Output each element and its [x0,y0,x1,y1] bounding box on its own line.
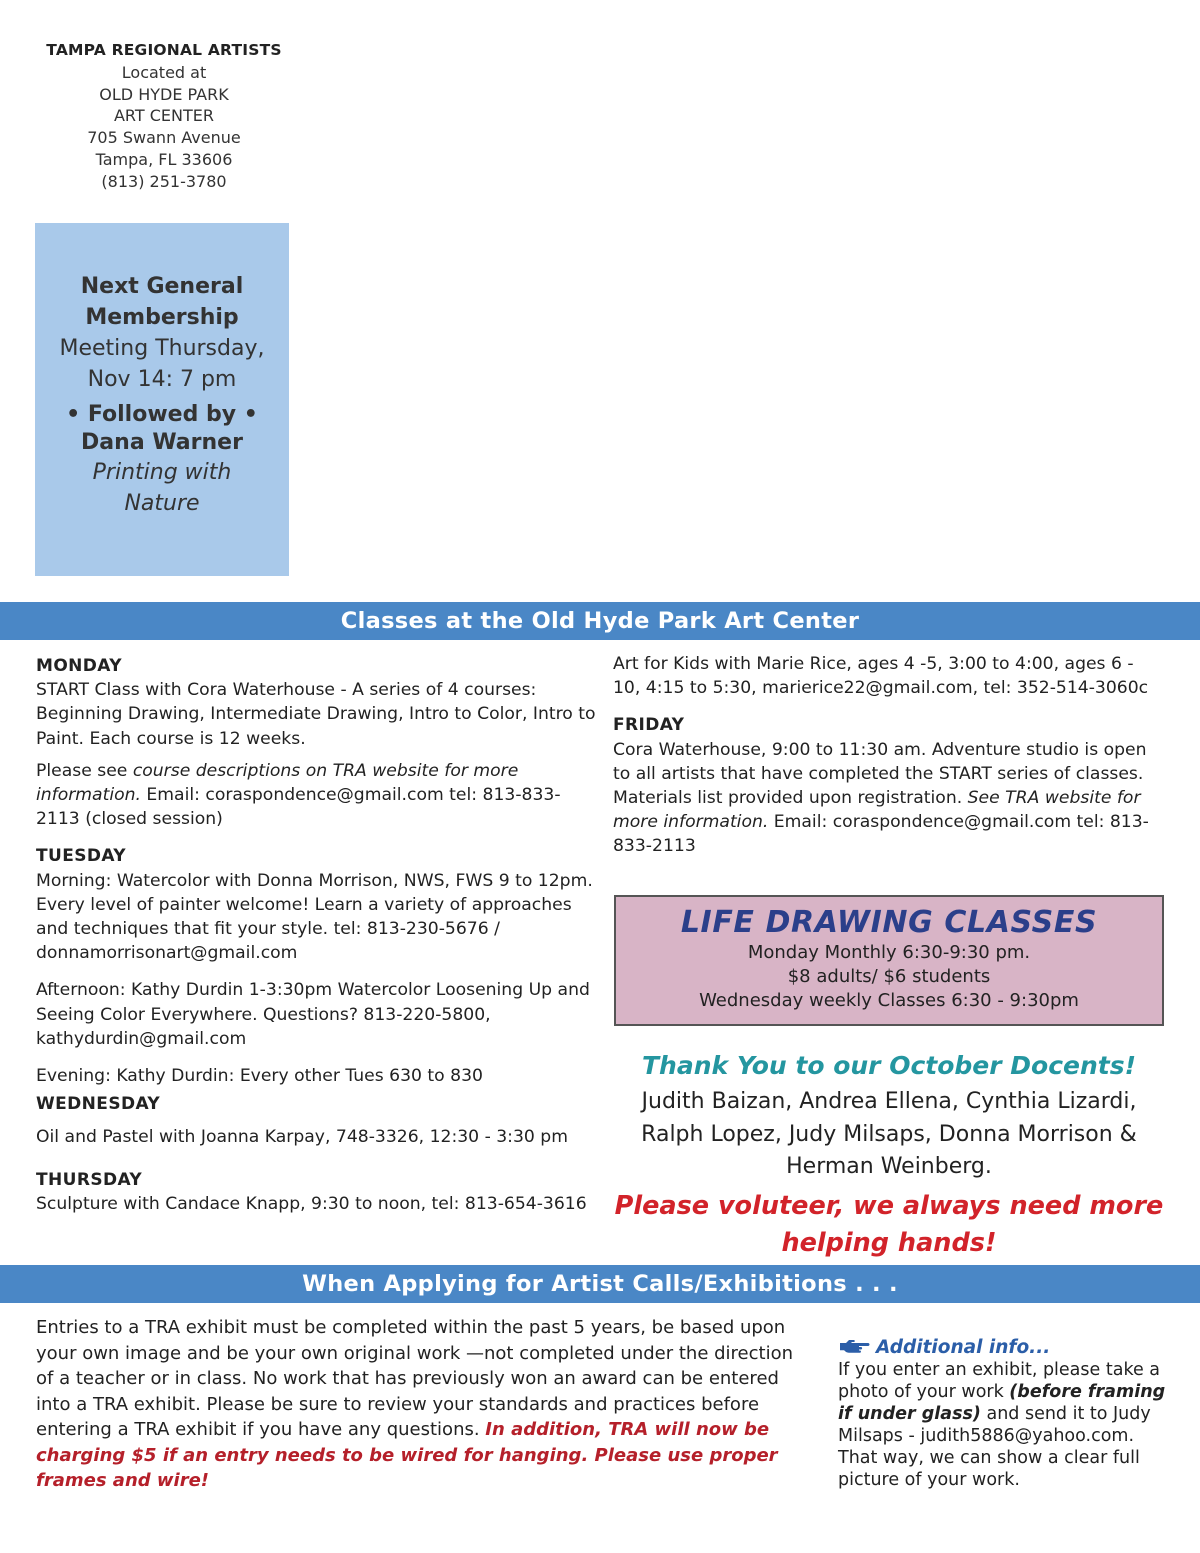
monday-see-website: course descriptions on TRA website for more information. [36,760,519,806]
classes-section-header: Classes at the Old Hyde Park Art Center [0,602,1200,640]
monday-more-info [36,759,596,832]
kids-class: Art for Kids with Marie Rice, ages 4 -5, 3:00 to 4:00, ages 6 - 10, 4:15 to 5:30, marierice22@gmail.com, tel: 352-514-3060c [613,654,1149,699]
city-state-zip: Tampa, FL 33606 [95,149,233,169]
life-drawing-title: LIFE DRAWING CLASSES [680,905,1098,940]
friday-class-text: Cora Waterhouse, 9:00 to 11:30 am. Adventure studio is open to all artists that have completed the START series of classes. Materials list provided upon registration. [613,739,1147,809]
monday-see-text: Please see [36,760,133,781]
additional-info-pre: If you enter an exhibit, please take a photo of your work [838,1360,1161,1402]
additional-info-emphasis: (before framing if under glass) [838,1382,1166,1424]
friday-see-website: See TRA website for more information. [613,788,1141,833]
thursday-class: Sculpture with Candace Knapp, 9:30 to noon, tel: 813-654-3616 [36,1193,587,1214]
monday-contact: Email: coraspondence@gmail.com tel: 813-833-2113 (closed session) [36,785,561,830]
venue-line-1: OLD HYDE PARK [99,84,229,104]
meeting-line-4: Nov 14: 7 pm [87,367,237,392]
exhibit-rules-text [36,1315,806,1494]
friday-heading: FRIDAY [613,715,685,736]
docents-names: Judith Baizan, Andrea Ellena, Cynthia Lizardi, Ralph Lopez, Judy Milsaps, Donna Morrison & Herman Weinberg. [641,1089,1137,1179]
phone-number: (813) 251-3780 [101,171,227,191]
org-name: TAMPA REGIONAL ARTISTS [46,41,282,59]
artist-calls-section-header: When Applying for Artist Calls/Exhibitions . . . [0,1265,1200,1303]
life-drawing-box [614,895,1164,1026]
additional-info-post: and send it to Judy Milsaps - judith5886@yahoo.com. That way, we can show a clear full picture of your work. [838,1404,1151,1490]
meeting-announcement-box [35,223,289,576]
life-drawing-monday: Monday Monthly 6:30-9:30 pm. [747,942,1031,963]
class-schedule-right-column [613,652,1158,859]
venue-line-2: ART CENTER [113,106,214,126]
located-at-text: Located at [121,62,207,82]
speaker-name: Dana Warner [81,430,243,455]
wednesday-class: Oil and Pastel with Joanna Karpay, 748-3326, 12:30 - 3:30 pm [36,1127,568,1148]
exhibit-rules-body: Entries to a TRA exhibit must be completed within the past 5 years, be based upon your own image and be your own original work —not completed under the direction of a teacher or in class. No work that has previously won an award can be entered into a TRA exhibit. Please be sure to review your standards and practices before entering a TRA exhibit if you have any questions. [36,1317,794,1440]
class-schedule-left-column [36,654,596,1216]
tuesday-heading: TUESDAY [36,846,127,867]
additional-info-box [838,1337,1168,1491]
meeting-line-3: Meeting Thursday, [59,336,265,361]
meeting-line-2: Membership [85,305,239,330]
docents-thank-you [614,1048,1164,1262]
additional-info-heading [838,1337,1168,1359]
tuesday-evening: Evening: Kathy Durdin: Every other Tues 630 to 830 [36,1066,483,1087]
tuesday-afternoon: Afternoon: Kathy Durdin 1-3:30pm Watercolor Loosening Up and Seeing Color Everywhere. Questions? 813-220-5800, kathydurdin@gmail.com [36,980,590,1049]
friday-contact: Email: coraspondence@gmail.com tel: 813-833-2113 [613,812,1149,857]
org-address-block [30,40,298,193]
additional-info-body [838,1359,1168,1491]
life-drawing-price: $8 adults/ $6 students [787,966,991,987]
meeting-followed-by: • Followed by • [66,402,258,427]
monday-start-class: START Class with Cora Waterhouse - A series of 4 courses: Beginning Drawing, Intermediate Drawing, Intro to Color, Intro to Paint. Each course is 12 weeks. [36,680,596,749]
street-address: 705 Swann Avenue [87,128,241,148]
volunteer-appeal: Please voluteer, we always need more helping hands! [614,1190,1164,1258]
pointing-hand-icon [838,1338,872,1354]
meeting-line-1: Next General [80,274,244,299]
monday-heading: MONDAY [36,656,122,676]
tuesday-morning: Morning: Watercolor with Donna Morrison, NWS, FWS 9 to 12pm. Every level of painter welcome! Learn a variety of approaches and techniques that fit your style. tel: 813-230-5676 / donnamorrisonart@gmail.com [36,870,593,964]
thursday-heading: THURSDAY [36,1169,143,1190]
wednesday-heading: WEDNESDAY [36,1094,161,1115]
additional-info-title: Additional info... [876,1337,1051,1358]
wiring-fee-notice: In addition, TRA will now be charging $5 if an entry needs to be wired for hanging. Please use proper frames and wire! [36,1419,778,1491]
docents-thanks-heading: Thank You to our October Docents! [641,1051,1137,1080]
talk-title-line-1: Printing with [92,460,232,485]
life-drawing-wednesday: Wednesday weekly Classes 6:30 - 9:30pm [699,990,1079,1011]
friday-class [613,738,1158,859]
talk-title-line-2: Nature [124,491,200,516]
